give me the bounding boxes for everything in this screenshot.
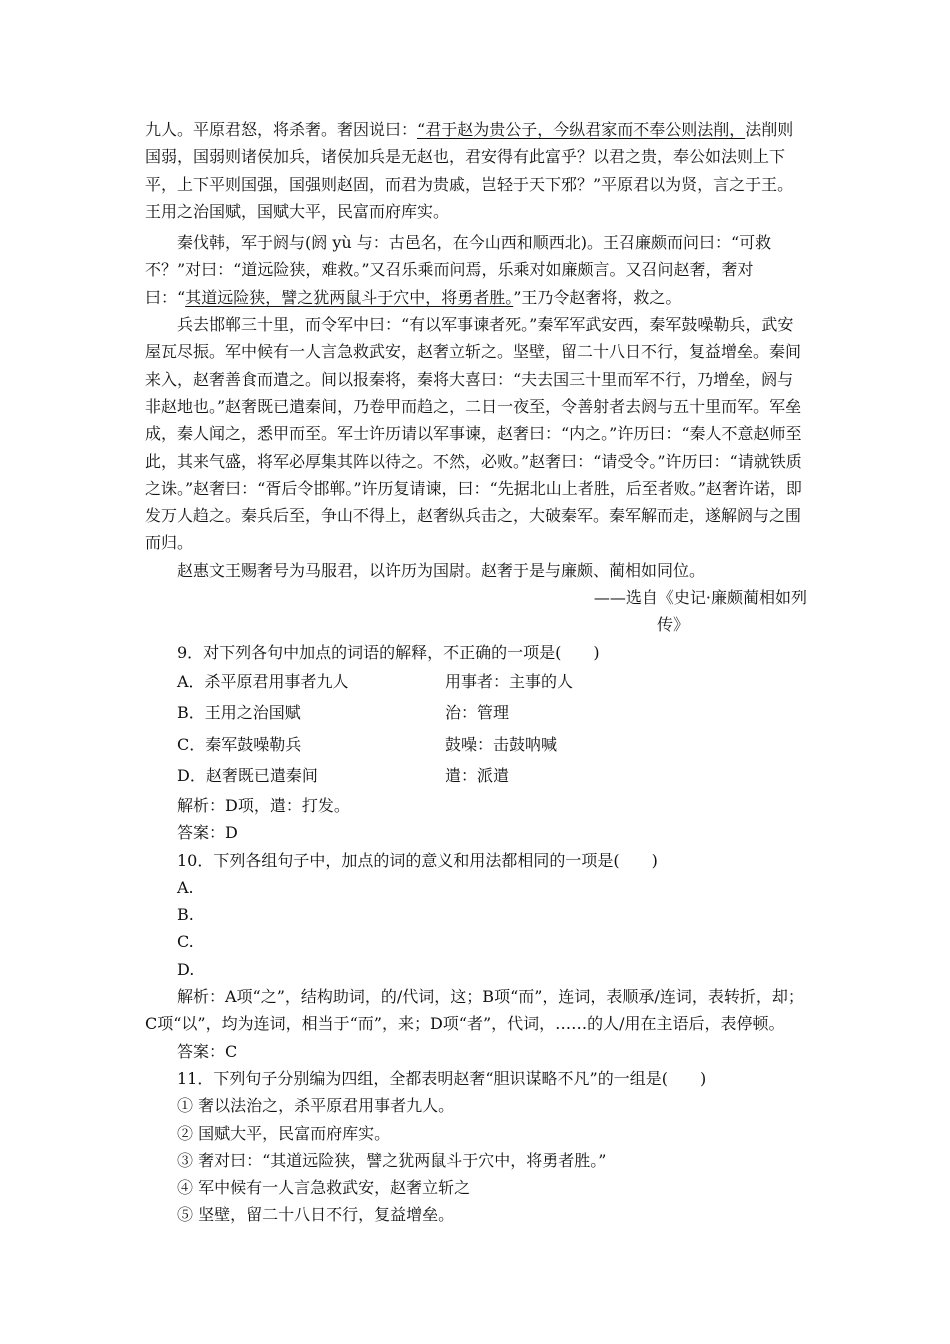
passage-text: 九人。平原君怒，将杀奢。奢因说曰： bbox=[145, 120, 418, 139]
question-11-stem: 11．下列句子分别编为四组，全都表明赵奢“胆识谋略不凡”的一组是( ) bbox=[177, 1068, 707, 1088]
q9-analysis: 解析：D项，遣：打发。 bbox=[177, 795, 350, 815]
source-attribution: ——选自《史记·廉颇蔺相如列 bbox=[593, 588, 807, 608]
q10-option-c: C. bbox=[177, 932, 194, 952]
q9-answer: 答案：D bbox=[177, 823, 238, 843]
option-explanation: 遣：派遣 bbox=[445, 766, 510, 786]
q11-item-5: ⑤ 坚壁，留二十八日不行，复益增垒。 bbox=[177, 1205, 455, 1225]
passage-text: 法削则国弱，国弱则诸侯加兵，诸侯加兵是无赵也，君安得有此富乎？以君之贵，奉公如法则上下平，上下平则国强，国强则赵固，而君为贵戚，岂轻于天下邪？”平原君以为贤，言之于王。王用之治国赋，国赋大平，民富而府库实。 bbox=[145, 120, 794, 221]
passage-paragraph-1 bbox=[145, 116, 809, 225]
question-9-stem: 9．对下列各句中加点的词语的解释，不正确的一项是( ) bbox=[177, 642, 600, 662]
q10-option-a: A. bbox=[177, 877, 194, 897]
q9-option-a bbox=[145, 666, 809, 698]
option-sentence: B．王用之治国赋 bbox=[177, 703, 301, 723]
q9-option-b bbox=[145, 697, 809, 729]
question-10-stem: 10．下列各组句子中，加点的词的意义和用法都相同的一项是( ) bbox=[177, 850, 658, 870]
option-explanation: 用事者：主事的人 bbox=[445, 671, 574, 691]
passage-text: ”王乃令赵奢将，救之。 bbox=[513, 287, 682, 307]
underlined-sentence: 其道远险狭，譬之犹两鼠斗于穴中，将勇者胜。 bbox=[185, 287, 514, 307]
q11-item-4: ④ 军中候有一人言急救武安，赵奢立斩之 bbox=[177, 1178, 471, 1198]
q9-option-c bbox=[145, 729, 809, 761]
q10-answer: 答案：C bbox=[177, 1041, 238, 1061]
document-page bbox=[145, 116, 809, 1229]
source-attribution-continued: 传》 bbox=[657, 615, 690, 635]
q11-item-1: ① 奢以法治之，杀平原君用事者九人。 bbox=[177, 1096, 455, 1116]
q10-option-b: B. bbox=[177, 905, 194, 925]
passage-paragraph-2 bbox=[145, 229, 809, 311]
underlined-sentence: “君于赵为贵公子，今纵君家而不奉公则法削， bbox=[417, 120, 746, 139]
q9-option-d bbox=[145, 760, 809, 792]
q11-item-3: ③ 奢对曰：“其道远险狭，譬之犹两鼠斗于穴中，将勇者胜。” bbox=[177, 1150, 607, 1170]
option-sentence: C．秦军鼓噪勒兵 bbox=[177, 734, 302, 754]
option-explanation: 治：管理 bbox=[445, 703, 510, 723]
option-explanation: 鼓噪：击鼓呐喊 bbox=[445, 734, 558, 754]
q11-item-2: ② 国赋大平，民富而府库实。 bbox=[177, 1123, 391, 1143]
option-sentence: A．杀平原君用事者九人 bbox=[177, 671, 349, 691]
passage-paragraph-3: 兵去邯郸三十里，而令军中曰：“有以军事谏者死。”秦军军武安西，秦军鼓噪勒兵，武安屋瓦尽振。军中候有一人言急救武安，赵奢立斩之。坚壁，留二十八日不行，复益增垒。秦间来入，赵奢善食而遣之。间以报秦将，秦将大喜曰：“夫去国三十里而军不行，乃增垒，阏与非赵地也。”赵奢既已遣秦间，乃卷甲而趋之，二日一夜至，令善射者去阏与五十里而军。军垒成，秦人闻之，悉甲而至。军士许历请以军事谏，赵奢曰：“内之。”许历曰：“秦人不意赵师至此，其来气盛，将军必厚集其阵以待之。不然，必败。”赵奢曰：“请受令。”许历曰：“请就铁质之诛。”赵奢曰：“胥后令邯郸。”许历复请谏，曰：“先据北山上者胜，后至者败。”赵奢许诺，即发万人趋之。秦兵后至，争山不得上，赵奢纵兵击之，大破秦军。秦军解而走，遂解阏与之围而归。 bbox=[145, 315, 802, 553]
q10-option-d: D. bbox=[177, 959, 195, 979]
option-sentence: D．赵奢既已遣秦间 bbox=[177, 766, 318, 786]
q10-analysis: 解析：A项“之”，结构助词，的/代词，这；B项“而”，连词，表顺承/连词，表转折，却；C项“以”，均为连词，相当于“而”，来；D项“者”，代词，……的人/用在主语后，表停顿。 bbox=[145, 987, 804, 1034]
passage-paragraph-4: 赵惠文王赐奢号为马服君，以许历为国尉。赵奢于是与廉颇、蔺相如同位。 bbox=[177, 560, 706, 580]
passage-text: 秦伐韩，军于阏与(阏 yù 与：古邑名，在今山西和顺西北)。王召廉颇而问曰：“可救不？”对曰：“道远险狭，难救。”又召乐乘而问焉，乐乘对如廉颇言。又召问赵奢，奢对曰：“ bbox=[145, 233, 772, 307]
